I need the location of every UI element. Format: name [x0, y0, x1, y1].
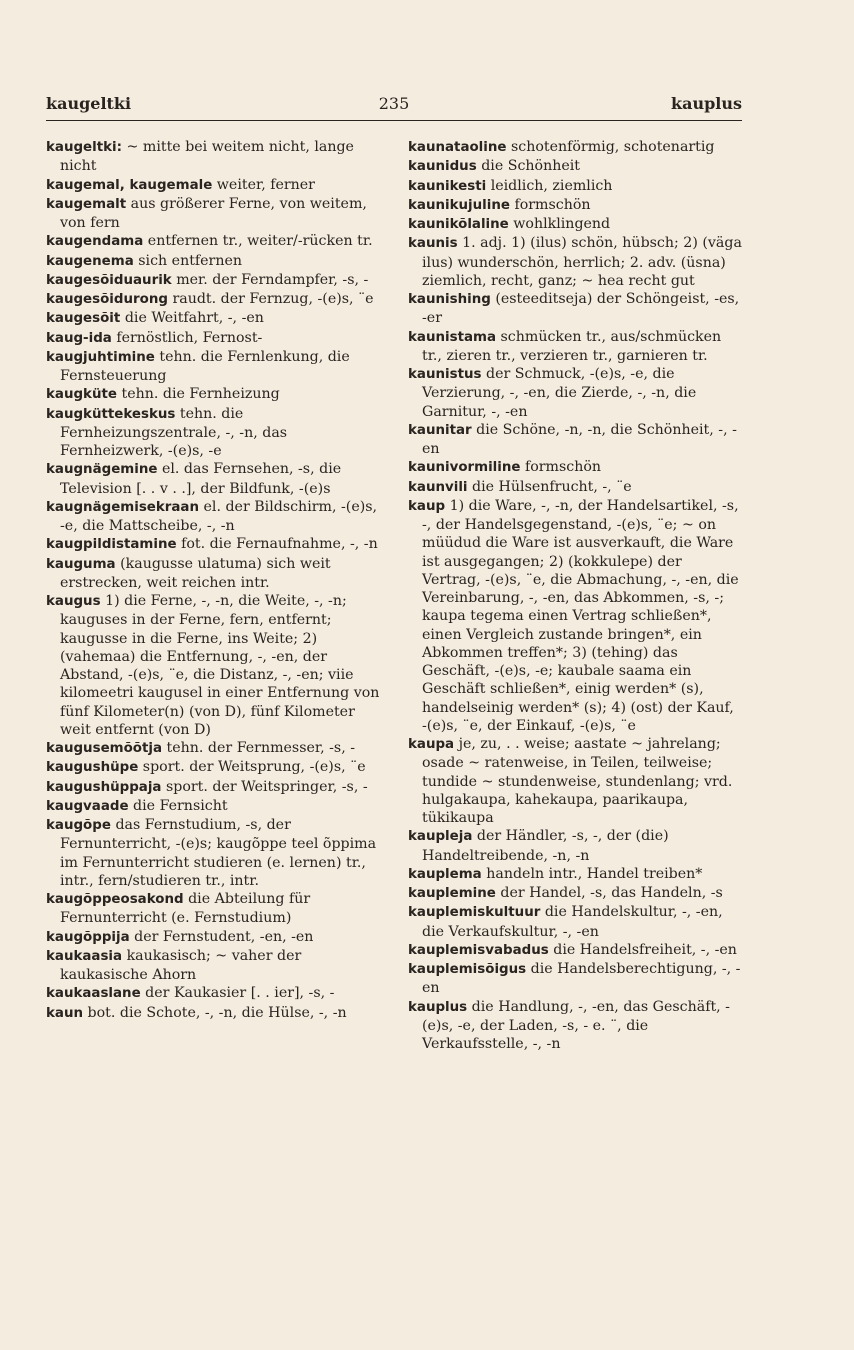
- dictionary-entry: [46, 498, 380, 536]
- entry-definition: formschön: [509, 196, 591, 213]
- entry-definition: die Abteilung für Fernunterricht (e. Fernstudium): [60, 891, 311, 927]
- dictionary-entry: [46, 176, 380, 195]
- entry-definition: fot. die Fernaufnahme, -, -n: [176, 536, 378, 553]
- entry-definition: sich entfernen: [133, 252, 243, 269]
- dictionary-entry: [46, 797, 380, 816]
- dictionary-entry: [46, 329, 380, 348]
- dictionary-entry: [46, 138, 380, 176]
- entry-headword: kaugeltki:: [46, 140, 122, 155]
- entry-headword: kaugushüppaja: [46, 779, 162, 795]
- header-last-entry: kauplus: [671, 94, 742, 113]
- entry-definition: fernöstlich, Fernost-: [111, 329, 263, 346]
- entry-definition: der Handel, -s, das Handeln, -s: [495, 885, 723, 901]
- entry-definition: (kaugusse ulatuma) sich weit erstrecken, weit reichen intr.: [60, 555, 331, 591]
- dictionary-entry: [46, 535, 380, 554]
- entry-headword: kaunitar: [408, 422, 472, 438]
- entry-definition: der Fernstudent, -en, -en: [129, 928, 314, 945]
- entry-headword: kauplemisvabadus: [408, 942, 549, 958]
- entry-definition: raudt. der Fernzug, -(e)s, ¨e: [167, 291, 374, 307]
- entry-definition: tehn. die Fernheizungszentrale, -, -n, das Fernheizwerk, -(e)s, -e: [60, 405, 288, 459]
- entry-definition: (esteeditseja) der Schöngeist, -es, -er: [422, 291, 740, 327]
- entry-definition: die Schöne, -n, -n, die Schönheit, -, -en: [422, 421, 737, 457]
- dictionary-entry: [46, 309, 380, 328]
- entry-definition: schotenförmig, schotenartig: [506, 139, 715, 155]
- entry-definition: entfernen tr., weiter/-rücken tr.: [143, 233, 373, 250]
- dictionary-entry: [46, 1004, 380, 1023]
- entry-definition: kaukasisch; ~ vaher der kaukasische Ahorn: [60, 947, 302, 983]
- entry-definition: el. das Fernsehen, -s, die Television [. . v . .], der Bildfunk, -(e)s: [60, 461, 342, 497]
- dictionary-entry: [46, 271, 380, 290]
- page-header: [46, 90, 742, 121]
- dictionary-entry: [46, 890, 380, 928]
- entry-headword: kaukaasia: [46, 948, 123, 964]
- dictionary-entry: [408, 196, 742, 215]
- entry-headword: kaugküte: [46, 387, 117, 403]
- entry-headword: kaugesõiduaurik: [46, 272, 172, 288]
- entry-definition: die Schönheit: [476, 158, 580, 175]
- entry-definition: leidlich, ziemlich: [486, 177, 613, 194]
- dictionary-entry: [46, 928, 380, 947]
- entry-definition: wohlklingend: [508, 216, 611, 232]
- entry-headword: kaunvili: [408, 479, 468, 495]
- dictionary-entry: [46, 947, 380, 985]
- entry-definition: sport. der Weitspringer, -s, -: [161, 778, 368, 795]
- entry-definition: die Handelskultur, -, -en, die Verkaufskultur, -, -en: [422, 904, 723, 940]
- dictionary-entry: [408, 215, 742, 234]
- entry-headword: kaugpildistamine: [46, 537, 177, 553]
- entry-headword: kaugushüpe: [46, 760, 139, 776]
- entry-definition: die Handlung, -, -en, das Geschäft, -(e)s, -e, der Laden, -s, - e. ¨, die Verkaufsstelle, -, -n: [422, 998, 730, 1052]
- entry-definition: der Kaukasier [. . ier], -s, -: [140, 985, 335, 1002]
- dictionary-entry: [46, 592, 380, 739]
- entry-definition: 1) die Ferne, -, -n, die Weite, -, -n; kauguses in der Ferne, fern, entfernt; kaugusse in die Ferne, ins Weite; 2) (vahemaa) die Entfernung, -, -en, der Abstand, -(e)s, ¨e, die Distanz, -, -en; viie kilomeetri kaugusel in einer Entfernung von fünf Kilometer(n) (von D), fünf Kilometer weit entfernt (von D): [60, 593, 380, 738]
- entry-headword: kaunistama: [408, 329, 496, 345]
- entry-headword: kaugenema: [46, 253, 134, 269]
- dictionary-entry: [46, 739, 380, 758]
- entry-definition: aus größerer Ferne, von weitem, von fern: [60, 195, 367, 231]
- entry-headword: kauplema: [408, 866, 482, 882]
- dictionary-entry: [46, 385, 380, 404]
- entry-headword: kaunataoline: [408, 140, 507, 155]
- dictionary-entry: [408, 827, 742, 865]
- entry-headword: kaunivormiline: [408, 460, 521, 476]
- dictionary-entry: [408, 421, 742, 459]
- entry-headword: kaugus: [46, 594, 101, 609]
- dictionary-entry: [408, 998, 742, 1054]
- entry-definition: der Schmuck, -(e)s, -e, die Verzierung, -, -en, die Zierde, -, -n, die Garnitur, -, -en: [422, 366, 697, 420]
- dictionary-entry: [46, 778, 380, 797]
- dictionary-entry: [46, 405, 380, 461]
- entry-definition: weiter, ferner: [212, 176, 315, 193]
- entry-definition: mer. der Ferndampfer, -s, -: [171, 271, 369, 288]
- entry-headword: kaunikõlaline: [408, 217, 509, 232]
- entry-definition: sport. der Weitsprung, -(e)s, ¨e: [138, 759, 366, 776]
- entry-headword: kaunis: [408, 236, 458, 252]
- dictionary-entry: [46, 460, 380, 498]
- entry-headword: kaukaaslane: [46, 986, 141, 1002]
- dictionary-entry: [408, 234, 742, 290]
- header-first-entry: kaugeltki: [46, 94, 132, 113]
- page-number: 235: [378, 94, 410, 113]
- entry-definition: 1. adj. 1) (ilus) schön, hübsch; 2) (väga ilus) wunderschön, herrlich; 2. adv. (üsna) ziemlich, recht, ganz; ~ hea recht gut: [422, 235, 742, 289]
- entry-headword: kaugesõit: [46, 311, 121, 327]
- dictionary-entry: [408, 865, 742, 884]
- entry-headword: kaunistus: [408, 367, 482, 382]
- entry-headword: kauplemisõigus: [408, 962, 527, 977]
- entry-headword: kaun: [46, 1005, 84, 1021]
- dictionary-entry: [408, 328, 742, 366]
- dictionary-entry: [46, 984, 380, 1003]
- entry-definition: je, zu, . . weise; aastate ~ jahrelang; osade ~ ratenweise, in Teilen, teilweise; tundide ~ stundenweise, stundenlang; vrd. hulgakaupa, kahekaupa, paarikaupa, tükikaupa: [422, 736, 733, 826]
- entry-headword: kaugnägemine: [46, 462, 158, 478]
- entry-definition: die Fernsicht: [128, 797, 228, 814]
- dictionary-entry: [408, 941, 742, 960]
- dictionary-entry: [408, 157, 742, 176]
- dictionary-entry: [46, 232, 380, 251]
- entry-headword: kaugemalt: [46, 196, 127, 212]
- dictionary-entry: [46, 816, 380, 890]
- entry-definition: el. der Bildschirm, -(e)s, -e, die Mattscheibe, -, -n: [60, 498, 378, 534]
- dictionary-entry: [408, 458, 742, 477]
- entry-definition: die Weitfahrt, -, -en: [120, 310, 264, 327]
- dictionary-entry: [408, 138, 742, 157]
- entry-headword: kaugõppija: [46, 929, 130, 945]
- entry-definition: die Hülsenfrucht, -, ¨e: [467, 478, 632, 495]
- entry-headword: kauguma: [46, 556, 116, 572]
- entry-headword: kaugõppeosakond: [46, 892, 184, 907]
- dictionary-entry: [408, 884, 742, 903]
- dictionary-entry: [408, 365, 742, 421]
- dictionary-entry: [408, 177, 742, 196]
- entry-definition: tehn. der Fernmesser, -s, -: [162, 740, 356, 756]
- entry-definition: bot. die Schote, -, -n, die Hülse, -, -n: [83, 1004, 347, 1021]
- entry-headword: kaunishing: [408, 292, 491, 307]
- entry-headword: kauplemiskultuur: [408, 905, 541, 921]
- dictionary-entry: [46, 252, 380, 271]
- entry-headword: kaugnägemisekraan: [46, 499, 200, 515]
- entry-definition: tehn. die Fernheizung: [116, 386, 280, 403]
- entry-headword: kaugendama: [46, 234, 144, 250]
- entry-headword: kaunikesti: [408, 178, 487, 194]
- entry-definition: schmücken tr., aus/schmücken tr., zieren tr., verzieren tr., garnieren tr.: [422, 328, 722, 364]
- dictionary-entry: [408, 735, 742, 827]
- entry-headword: kaunikujuline: [408, 197, 510, 213]
- entry-definition: 1) die Ware, -, -n, der Handelsartikel, -s, -, der Handelsgegenstand, -(e)s, ¨e; ~ on müüdud die Ware ist ausverkauft, die Ware ist ausgegangen; 2) (kokkulepe) der Vertrag, -(e)s, ¨e, die Abmachung, -, -en, die Vereinbarung, -, -en, das Abkommen, -s, -; kaupa tegema einen Vertrag schließen*, einen Vergleich zustande bringen*, ein Abkommen treffen*; 3) (tehing) das Geschäft, -(e)s, -e; kaubale saama ein Geschäft schließen*, einig werden* (s), handelseinig werden* (s); 4) (ost) der Kauf, -(e)s, ¨e, der Einkauf, -(e)s, ¨e: [422, 497, 739, 734]
- right-column: [408, 138, 742, 1053]
- dictionary-entry: [46, 195, 380, 233]
- entry-headword: kaugusemõõtja: [46, 741, 163, 756]
- entry-definition: tehn. die Fernlenkung, die Fernsteuerung: [60, 348, 350, 384]
- dictionary-entry: [46, 348, 380, 386]
- entry-headword: kaup: [408, 498, 446, 514]
- entry-definition: das Fernstudium, -s, der Fernunterricht, -(e)s; kaugõppe teel õppima im Fernunterricht studieren (e. lernen) tr., intr., fern/studieren tr., intr.: [60, 817, 377, 889]
- dictionary-entry: [408, 903, 742, 941]
- entry-headword: kaupa: [408, 737, 455, 752]
- entry-definition: handeln intr., Handel treiben*: [481, 865, 703, 882]
- entry-headword: kaugjuhtimine: [46, 349, 155, 365]
- dictionary-entry: [408, 960, 742, 998]
- entry-headword: kaug-ida: [46, 330, 112, 346]
- entry-definition: formschön: [520, 459, 602, 476]
- dictionary-entry: [408, 478, 742, 497]
- entry-headword: kaugemal, kaugemale: [46, 177, 213, 193]
- entry-definition: die Handelsfreiheit, -, -en: [548, 941, 737, 958]
- entry-definition: die Handelsberechtigung, -, -en: [422, 961, 741, 997]
- entry-definition: ~ mitte bei weitem nicht, lange nicht: [60, 139, 354, 175]
- entry-headword: kaupleja: [408, 829, 473, 845]
- entry-headword: kauplus: [408, 999, 468, 1015]
- dictionary-entry: [408, 497, 742, 735]
- dictionary-entry: [408, 290, 742, 328]
- left-column: [46, 138, 380, 1023]
- entry-definition: der Händler, -s, -, der (die) Handeltreibende, -n, -n: [422, 828, 669, 864]
- dictionary-entry: [46, 555, 380, 593]
- dictionary-entry: [46, 290, 380, 309]
- entry-headword: kaugesõidurong: [46, 292, 168, 307]
- entry-headword: kauplemine: [408, 886, 496, 901]
- entry-headword: kaunidus: [408, 159, 477, 175]
- dictionary-entry: [46, 758, 380, 777]
- entry-headword: kaugvaade: [46, 798, 129, 814]
- entry-headword: kaugõpe: [46, 818, 111, 833]
- entry-headword: kaugküttekeskus: [46, 406, 176, 422]
